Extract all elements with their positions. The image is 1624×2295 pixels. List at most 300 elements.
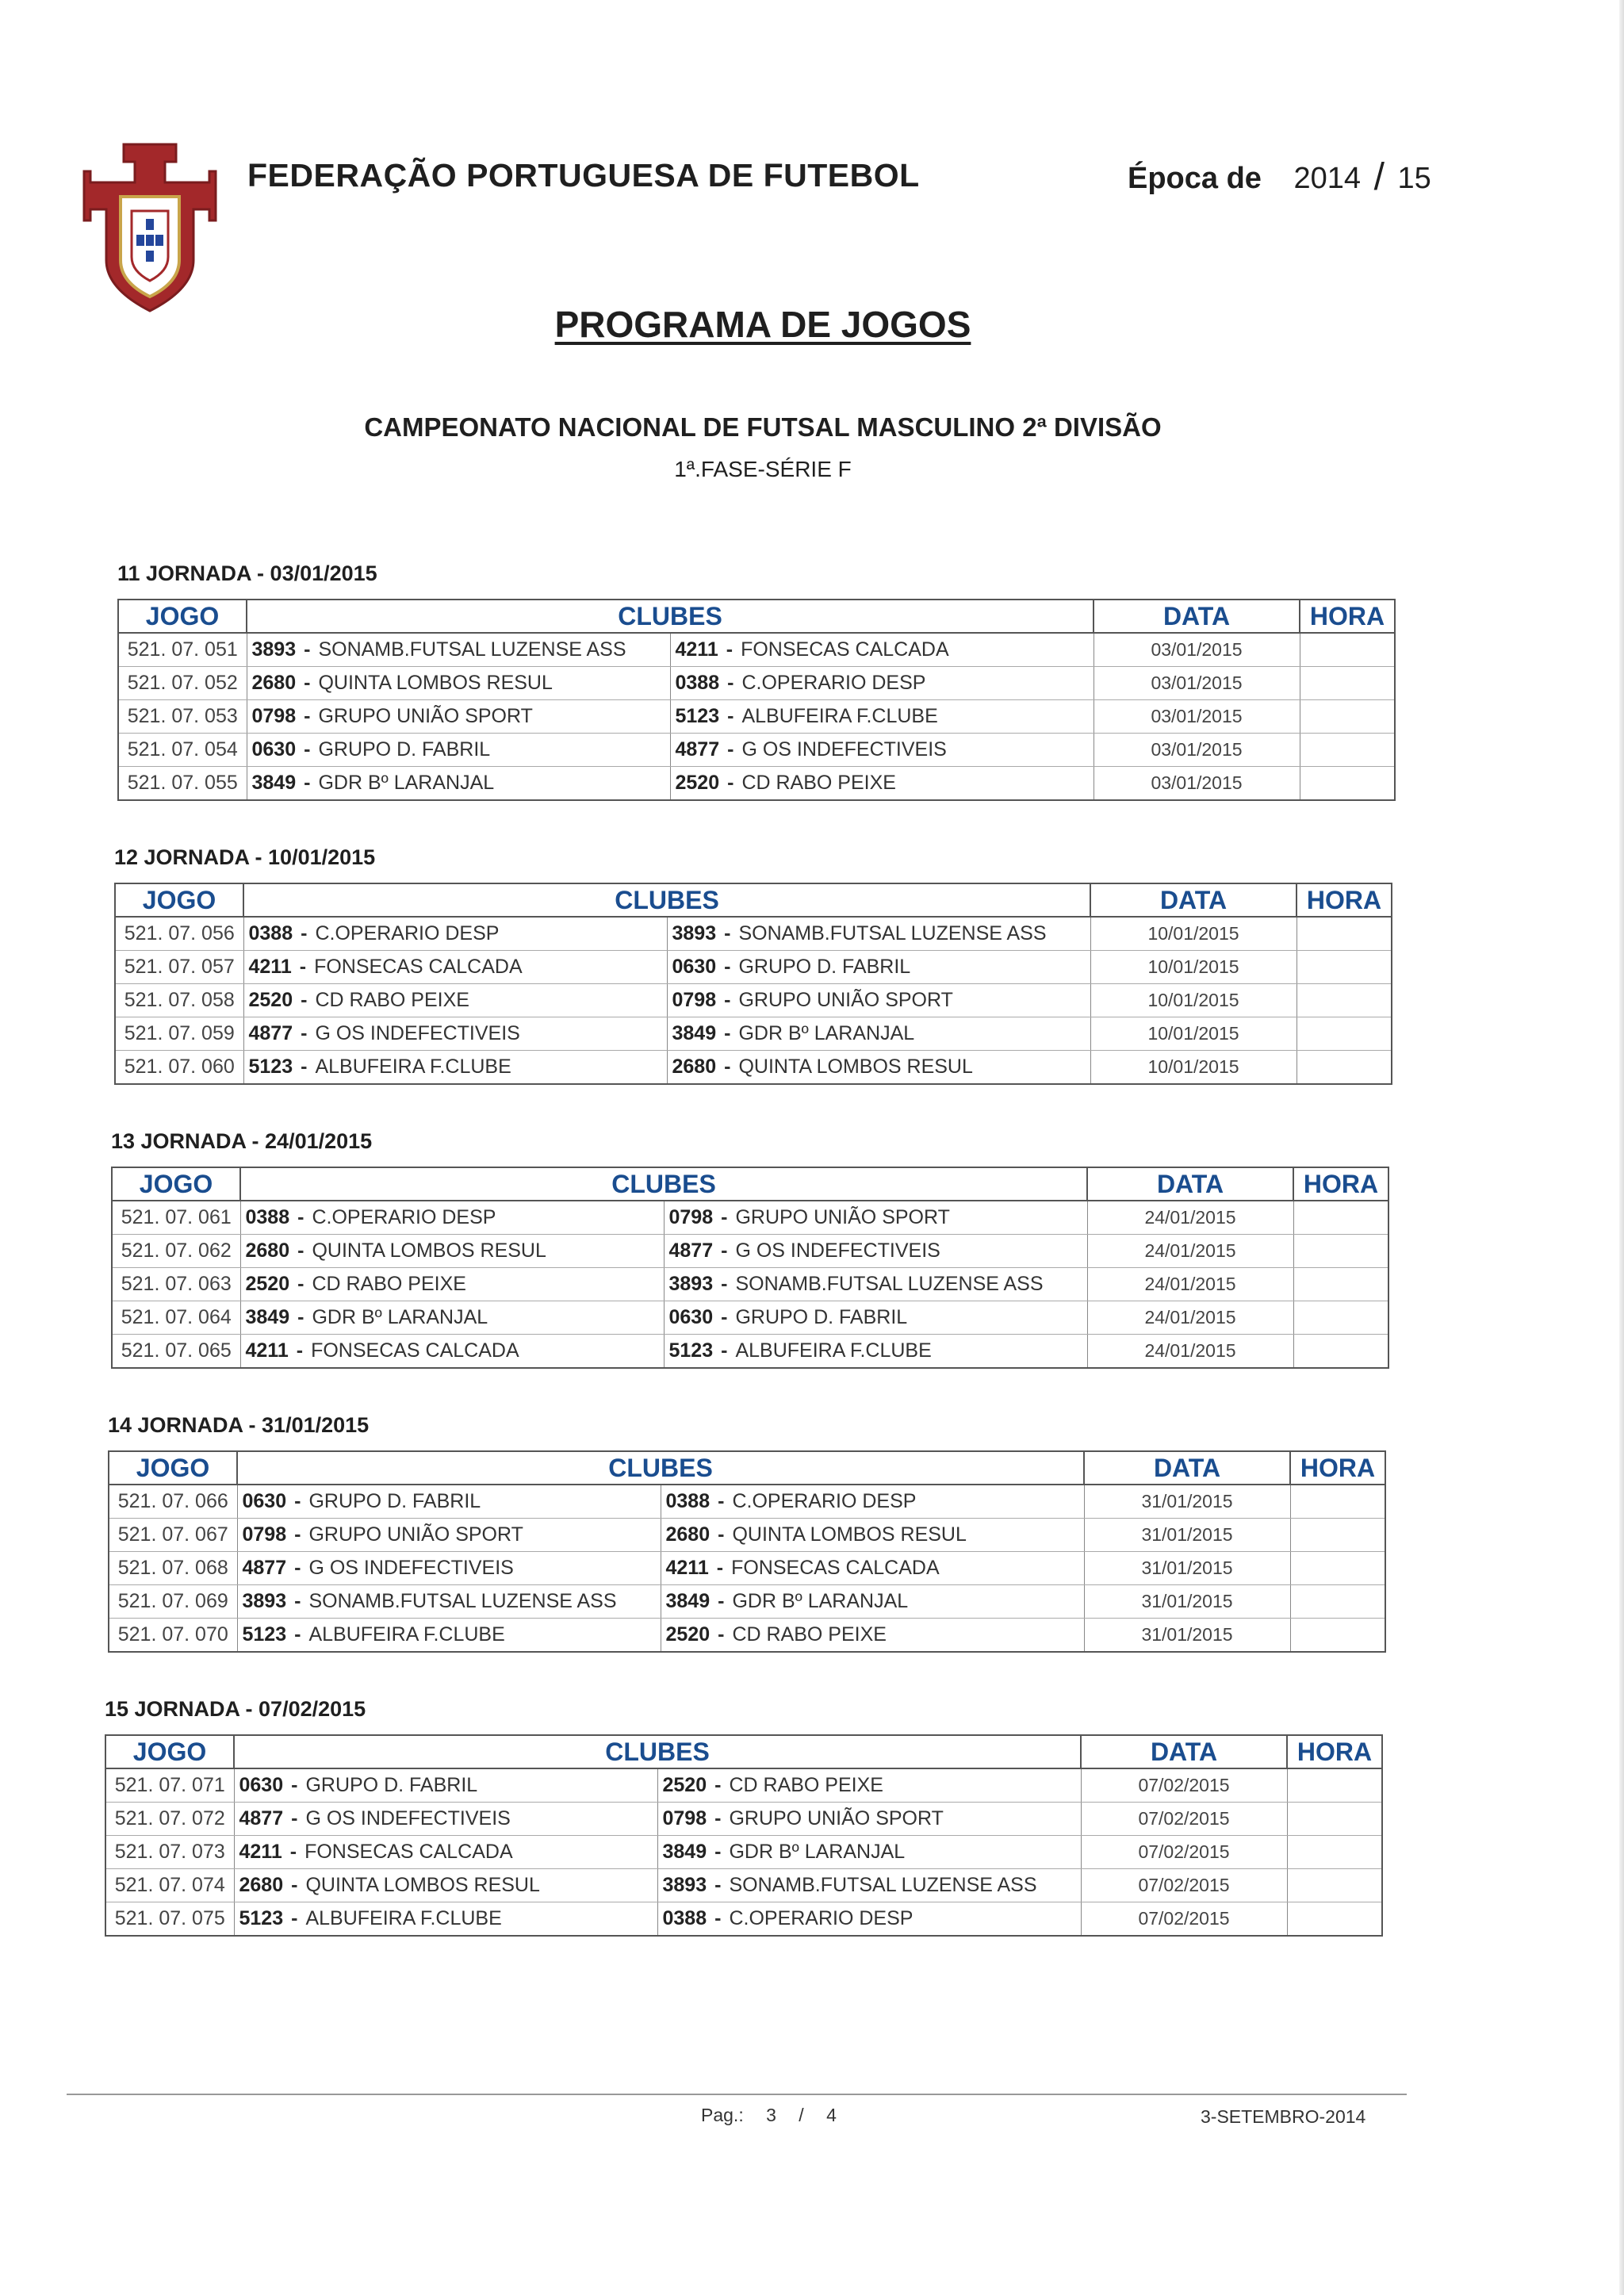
code-separator: - — [291, 1774, 298, 1796]
code-separator: - — [304, 772, 311, 794]
away-team-name: SONAMB.FUTSAL LUZENSE ASS — [738, 922, 1047, 944]
away-team-code: 5123 — [668, 1339, 714, 1362]
away-team-cell — [657, 1836, 1081, 1869]
home-team-name: ALBUFEIRA F.CLUBE — [308, 1623, 505, 1646]
round-block — [105, 1697, 1381, 1937]
home-team-name: G OS INDEFECTIVEIS — [305, 1807, 511, 1829]
away-team-code: 0388 — [665, 1490, 710, 1512]
away-team-name: FONSECAS CALCADA — [731, 1557, 940, 1579]
away-team-code: 2520 — [665, 1623, 710, 1646]
away-team-code: 3893 — [668, 1273, 714, 1295]
code-separator: - — [718, 1623, 725, 1646]
code-separator: - — [724, 1022, 731, 1044]
games-table — [105, 1734, 1383, 1937]
away-team-name: GDR Bº LARANJAL — [738, 1022, 915, 1044]
code-separator: - — [716, 1557, 724, 1579]
home-team-code: 3849 — [245, 1306, 290, 1328]
away-team-cell — [664, 1201, 1087, 1235]
away-team-name: ALBUFEIRA F.CLUBE — [735, 1339, 932, 1362]
game-time — [1293, 1301, 1388, 1335]
game-time — [1290, 1485, 1385, 1519]
home-team-name: ALBUFEIRA F.CLUBE — [305, 1907, 502, 1929]
game-time — [1293, 1235, 1388, 1268]
game-row — [112, 1235, 1388, 1268]
home-team-cell — [240, 1335, 664, 1369]
game-number: 521. 07. 073 — [105, 1836, 234, 1869]
game-time — [1297, 1051, 1392, 1085]
game-date: 31/01/2015 — [1084, 1585, 1290, 1619]
away-team-name: CD RABO PEIXE — [732, 1623, 887, 1646]
home-team-cell — [237, 1552, 661, 1585]
column-header-jogo: JOGO — [118, 600, 247, 633]
code-separator: - — [294, 1523, 301, 1546]
home-team-code: 0630 — [242, 1490, 287, 1512]
code-separator: - — [294, 1557, 301, 1579]
column-header-hora: HORA — [1287, 1735, 1382, 1768]
away-team-cell — [670, 734, 1094, 767]
game-time — [1300, 734, 1395, 767]
code-separator: - — [721, 1239, 728, 1262]
home-team-code: 0388 — [248, 922, 293, 944]
round-block — [108, 1413, 1385, 1653]
game-number: 521. 07. 069 — [109, 1585, 237, 1619]
column-header-jogo: JOGO — [112, 1167, 240, 1201]
game-date: 24/01/2015 — [1087, 1335, 1293, 1369]
game-time — [1290, 1585, 1385, 1619]
game-date: 31/01/2015 — [1084, 1485, 1290, 1519]
home-team-cell — [240, 1201, 664, 1235]
game-date: 10/01/2015 — [1090, 1017, 1297, 1051]
competition-name: CAMPEONATO NACIONAL DE FUTSAL MASCULINO 2ª DIVISÃO — [364, 412, 1162, 442]
home-team-code: 0388 — [245, 1206, 290, 1228]
game-time — [1287, 1902, 1382, 1937]
game-number: 521. 07. 071 — [105, 1768, 234, 1803]
games-table — [117, 599, 1396, 801]
home-team-name: FONSECAS CALCADA — [311, 1339, 519, 1362]
home-team-cell — [247, 667, 670, 700]
home-team-code: 2680 — [245, 1239, 290, 1262]
code-separator: - — [297, 1206, 304, 1228]
game-number: 521. 07. 063 — [112, 1268, 240, 1301]
away-team-code: 4877 — [675, 738, 720, 761]
game-number: 521. 07. 065 — [112, 1335, 240, 1369]
game-row — [105, 1869, 1382, 1902]
season — [1128, 154, 1431, 197]
code-separator: - — [721, 1339, 728, 1362]
code-separator: - — [304, 672, 311, 694]
code-separator: - — [301, 1022, 308, 1044]
home-team-code: 4211 — [239, 1841, 282, 1863]
game-number: 521. 07. 074 — [105, 1869, 234, 1902]
away-team-code: 0630 — [672, 956, 717, 978]
code-separator: - — [724, 1056, 731, 1078]
game-date: 03/01/2015 — [1094, 734, 1300, 767]
home-team-name: G OS INDEFECTIVEIS — [315, 1022, 520, 1044]
code-separator: - — [714, 1874, 722, 1896]
game-row — [109, 1485, 1385, 1519]
home-team-cell — [243, 1017, 667, 1051]
home-team-cell — [240, 1301, 664, 1335]
home-team-code: 4877 — [248, 1022, 293, 1044]
game-time — [1293, 1335, 1388, 1369]
game-date: 10/01/2015 — [1090, 917, 1297, 951]
game-row — [105, 1803, 1382, 1836]
game-number: 521. 07. 070 — [109, 1619, 237, 1653]
away-team-code: 3849 — [662, 1841, 707, 1863]
home-team-name: SONAMB.FUTSAL LUZENSE ASS — [318, 638, 626, 661]
home-team-name: SONAMB.FUTSAL LUZENSE ASS — [308, 1590, 617, 1612]
away-team-cell — [664, 1235, 1087, 1268]
away-team-code: 3893 — [662, 1874, 707, 1896]
home-team-name: GRUPO D. FABRIL — [318, 738, 491, 761]
away-team-name: QUINTA LOMBOS RESUL — [732, 1523, 967, 1546]
game-number: 521. 07. 075 — [105, 1902, 234, 1937]
game-row — [115, 1017, 1392, 1051]
game-date: 07/02/2015 — [1081, 1836, 1287, 1869]
home-team-name: C.OPERARIO DESP — [312, 1206, 496, 1228]
game-date: 31/01/2015 — [1084, 1519, 1290, 1552]
home-team-cell — [240, 1235, 664, 1268]
game-row — [112, 1301, 1388, 1335]
game-number: 521. 07. 072 — [105, 1803, 234, 1836]
home-team-cell — [243, 984, 667, 1017]
games-table — [108, 1450, 1386, 1653]
home-team-cell — [234, 1768, 657, 1803]
away-team-name: C.OPERARIO DESP — [741, 672, 926, 694]
column-header-hora: HORA — [1297, 883, 1392, 917]
game-row — [115, 1051, 1392, 1085]
code-separator: - — [727, 672, 734, 694]
game-time — [1287, 1836, 1382, 1869]
home-team-code: 0798 — [242, 1523, 287, 1546]
home-team-name: QUINTA LOMBOS RESUL — [305, 1874, 540, 1896]
home-team-code: 3849 — [251, 772, 297, 794]
away-team-name: C.OPERARIO DESP — [732, 1490, 917, 1512]
home-team-cell — [234, 1869, 657, 1902]
code-separator: - — [291, 1874, 298, 1896]
game-date: 07/02/2015 — [1081, 1803, 1287, 1836]
game-number: 521. 07. 054 — [118, 734, 247, 767]
code-separator: - — [296, 1339, 304, 1362]
away-team-code: 2680 — [665, 1523, 710, 1546]
away-team-cell — [664, 1268, 1087, 1301]
home-team-cell — [237, 1485, 661, 1519]
away-team-cell — [661, 1552, 1084, 1585]
code-separator: - — [724, 922, 731, 944]
game-time — [1297, 984, 1392, 1017]
column-header-data: DATA — [1094, 600, 1300, 633]
table-header-row — [115, 883, 1392, 917]
away-team-cell — [667, 1017, 1090, 1051]
game-number: 521. 07. 057 — [115, 951, 243, 984]
game-date: 24/01/2015 — [1087, 1201, 1293, 1235]
code-separator: - — [304, 638, 311, 661]
game-number: 521. 07. 056 — [115, 917, 243, 951]
home-team-code: 3893 — [242, 1590, 287, 1612]
home-team-cell — [243, 951, 667, 984]
org-name: FEDERAÇÃO PORTUGUESA DE FUTEBOL — [247, 157, 920, 193]
table-header-row — [118, 600, 1395, 633]
away-team-cell — [667, 1051, 1090, 1085]
home-team-name: GDR Bº LARANJAL — [318, 772, 495, 794]
away-team-name: CD RABO PEIXE — [729, 1774, 883, 1796]
column-header-hora: HORA — [1300, 600, 1395, 633]
game-time — [1300, 633, 1395, 667]
away-team-cell — [664, 1335, 1087, 1369]
game-number: 521. 07. 055 — [118, 767, 247, 801]
game-number: 521. 07. 052 — [118, 667, 247, 700]
game-time — [1300, 667, 1395, 700]
home-team-code: 5123 — [239, 1907, 284, 1929]
away-team-code: 5123 — [675, 705, 720, 727]
away-team-cell — [667, 917, 1090, 951]
game-date: 31/01/2015 — [1084, 1552, 1290, 1585]
game-row — [118, 633, 1395, 667]
away-team-cell — [670, 700, 1094, 734]
away-team-name: GRUPO D. FABRIL — [735, 1306, 908, 1328]
game-number: 521. 07. 067 — [109, 1519, 237, 1552]
game-date: 24/01/2015 — [1087, 1301, 1293, 1335]
game-row — [105, 1768, 1382, 1803]
away-team-code: 2520 — [675, 772, 720, 794]
home-team-cell — [237, 1519, 661, 1552]
code-separator: - — [714, 1907, 722, 1929]
away-team-code: 0798 — [662, 1807, 707, 1829]
table-header-row — [105, 1735, 1382, 1768]
home-team-name: ALBUFEIRA F.CLUBE — [315, 1056, 511, 1078]
away-team-name: C.OPERARIO DESP — [729, 1907, 914, 1929]
game-row — [112, 1335, 1388, 1369]
column-header-jogo: JOGO — [109, 1451, 237, 1485]
game-date: 07/02/2015 — [1081, 1869, 1287, 1902]
home-team-cell — [243, 917, 667, 951]
away-team-name: G OS INDEFECTIVEIS — [741, 738, 947, 761]
away-team-cell — [661, 1519, 1084, 1552]
game-row — [109, 1519, 1385, 1552]
game-row — [109, 1585, 1385, 1619]
away-team-name: GRUPO UNIÃO SPORT — [729, 1807, 944, 1829]
home-team-code: 4211 — [245, 1339, 289, 1362]
code-separator: - — [294, 1623, 301, 1646]
page-number — [701, 2105, 854, 2126]
code-separator: - — [304, 705, 311, 727]
code-separator: - — [301, 922, 308, 944]
game-row — [105, 1902, 1382, 1937]
code-separator: - — [291, 1907, 298, 1929]
game-time — [1290, 1552, 1385, 1585]
home-team-cell — [237, 1619, 661, 1653]
code-separator: - — [304, 738, 311, 761]
game-number: 521. 07. 061 — [112, 1201, 240, 1235]
game-date: 24/01/2015 — [1087, 1235, 1293, 1268]
home-team-name: FONSECAS CALCADA — [314, 956, 523, 978]
column-header-clubes: CLUBES — [243, 883, 1090, 917]
document-title: PROGRAMA DE JOGOS — [554, 304, 971, 345]
away-team-code: 3849 — [665, 1590, 710, 1612]
game-row — [109, 1552, 1385, 1585]
page-edge-shadow — [1619, 0, 1624, 2295]
code-separator: - — [299, 956, 307, 978]
game-time — [1297, 917, 1392, 951]
home-team-name: CD RABO PEIXE — [312, 1273, 466, 1295]
away-team-cell — [664, 1301, 1087, 1335]
home-team-name: QUINTA LOMBOS RESUL — [312, 1239, 546, 1262]
game-row — [118, 767, 1395, 801]
games-table — [114, 883, 1392, 1085]
home-team-name: FONSECAS CALCADA — [304, 1841, 513, 1863]
game-date: 10/01/2015 — [1090, 951, 1297, 984]
home-team-code: 3893 — [251, 638, 297, 661]
code-separator: - — [291, 1807, 298, 1829]
away-team-name: CD RABO PEIXE — [741, 772, 896, 794]
away-team-name: QUINTA LOMBOS RESUL — [738, 1056, 973, 1078]
home-team-cell — [240, 1268, 664, 1301]
game-date: 03/01/2015 — [1094, 767, 1300, 801]
season-start: 2014 — [1293, 162, 1362, 195]
away-team-code: 0630 — [668, 1306, 714, 1328]
home-team-cell — [234, 1803, 657, 1836]
game-time — [1293, 1201, 1388, 1235]
home-team-code: 4877 — [242, 1557, 287, 1579]
away-team-cell — [670, 633, 1094, 667]
game-row — [115, 984, 1392, 1017]
page-current: 3 — [766, 2105, 776, 2125]
game-number: 521. 07. 058 — [115, 984, 243, 1017]
home-team-cell — [247, 734, 670, 767]
home-team-cell — [234, 1902, 657, 1937]
game-time — [1287, 1869, 1382, 1902]
code-separator: - — [294, 1590, 301, 1612]
season-separator: / — [1373, 156, 1385, 198]
code-separator: - — [294, 1490, 301, 1512]
away-team-name: GDR Bº LARANJAL — [732, 1590, 909, 1612]
phase-label: 1ª.FASE-SÉRIE F — [674, 457, 852, 481]
away-team-name: GRUPO UNIÃO SPORT — [735, 1206, 950, 1228]
game-date: 03/01/2015 — [1094, 633, 1300, 667]
home-team-name: QUINTA LOMBOS RESUL — [318, 672, 553, 694]
table-header-row — [109, 1451, 1385, 1485]
home-team-name: GRUPO UNIÃO SPORT — [308, 1523, 523, 1546]
game-row — [112, 1268, 1388, 1301]
code-separator: - — [721, 1206, 728, 1228]
column-header-data: DATA — [1087, 1167, 1293, 1201]
game-time — [1293, 1268, 1388, 1301]
home-team-code: 0798 — [251, 705, 297, 727]
away-team-code: 3893 — [672, 922, 717, 944]
code-separator: - — [718, 1490, 725, 1512]
game-time — [1287, 1768, 1382, 1803]
game-number: 521. 07. 068 — [109, 1552, 237, 1585]
home-team-code: 4877 — [239, 1807, 284, 1829]
home-team-code: 2520 — [248, 989, 293, 1011]
home-team-code: 5123 — [248, 1056, 293, 1078]
home-team-code: 2680 — [239, 1874, 284, 1896]
away-team-code: 4211 — [675, 638, 718, 661]
away-team-code: 3849 — [672, 1022, 717, 1044]
code-separator: - — [297, 1273, 304, 1295]
game-time — [1297, 1017, 1392, 1051]
code-separator: - — [727, 705, 734, 727]
code-separator: - — [727, 772, 734, 794]
home-team-cell — [247, 633, 670, 667]
round-block — [117, 561, 1394, 801]
page-separator: / — [799, 2105, 804, 2125]
away-team-cell — [661, 1485, 1084, 1519]
away-team-name: GDR Bº LARANJAL — [729, 1841, 906, 1863]
code-separator: - — [724, 956, 731, 978]
code-separator: - — [718, 1590, 725, 1612]
games-table — [111, 1167, 1389, 1369]
code-separator: - — [297, 1239, 304, 1262]
game-time — [1300, 700, 1395, 734]
game-number: 521. 07. 062 — [112, 1235, 240, 1268]
away-team-name: SONAMB.FUTSAL LUZENSE ASS — [729, 1874, 1037, 1896]
game-date: 03/01/2015 — [1094, 700, 1300, 734]
home-team-name: GDR Bº LARANJAL — [312, 1306, 488, 1328]
away-team-name: GRUPO UNIÃO SPORT — [738, 989, 953, 1011]
game-time — [1287, 1803, 1382, 1836]
away-team-name: G OS INDEFECTIVEIS — [735, 1239, 940, 1262]
home-team-code: 5123 — [242, 1623, 287, 1646]
home-team-name: CD RABO PEIXE — [315, 989, 469, 1011]
away-team-code: 2680 — [672, 1056, 717, 1078]
home-team-cell — [237, 1585, 661, 1619]
round-title: 13 JORNADA - 24/01/2015 — [111, 1129, 373, 1153]
round-title: 14 JORNADA - 31/01/2015 — [108, 1413, 370, 1437]
season-end: 15 — [1397, 162, 1431, 195]
round-title: 11 JORNADA - 03/01/2015 — [117, 561, 377, 585]
away-team-code: 0798 — [672, 989, 717, 1011]
away-team-name: FONSECAS CALCADA — [741, 638, 949, 661]
round-title: 12 JORNADA - 10/01/2015 — [114, 845, 376, 869]
column-header-clubes: CLUBES — [237, 1451, 1084, 1485]
away-team-name: ALBUFEIRA F.CLUBE — [741, 705, 938, 727]
code-separator: - — [721, 1273, 728, 1295]
home-team-code: 4211 — [248, 956, 292, 978]
code-separator: - — [726, 638, 733, 661]
home-team-name: GRUPO UNIÃO SPORT — [318, 705, 533, 727]
home-team-name: G OS INDEFECTIVEIS — [308, 1557, 514, 1579]
game-date: 07/02/2015 — [1081, 1902, 1287, 1937]
game-date: 07/02/2015 — [1081, 1768, 1287, 1803]
game-row — [118, 734, 1395, 767]
column-header-data: DATA — [1084, 1451, 1290, 1485]
footer-divider — [67, 2094, 1407, 2095]
home-team-cell — [247, 700, 670, 734]
column-header-hora: HORA — [1293, 1167, 1388, 1201]
column-header-jogo: JOGO — [115, 883, 243, 917]
code-separator: - — [718, 1523, 725, 1546]
game-date: 03/01/2015 — [1094, 667, 1300, 700]
column-header-data: DATA — [1081, 1735, 1287, 1768]
away-team-code: 0388 — [662, 1907, 707, 1929]
away-team-cell — [657, 1768, 1081, 1803]
away-team-code: 0388 — [675, 672, 720, 694]
away-team-code: 4877 — [668, 1239, 714, 1262]
home-team-name: GRUPO D. FABRIL — [305, 1774, 478, 1796]
away-team-cell — [667, 951, 1090, 984]
game-number: 521. 07. 051 — [118, 633, 247, 667]
home-team-name: C.OPERARIO DESP — [315, 922, 500, 944]
game-number: 521. 07. 053 — [118, 700, 247, 734]
code-separator: - — [301, 989, 308, 1011]
game-time — [1290, 1619, 1385, 1653]
away-team-cell — [670, 767, 1094, 801]
home-team-name: GRUPO D. FABRIL — [308, 1490, 481, 1512]
code-separator: - — [714, 1841, 722, 1863]
away-team-cell — [661, 1585, 1084, 1619]
game-date: 31/01/2015 — [1084, 1619, 1290, 1653]
